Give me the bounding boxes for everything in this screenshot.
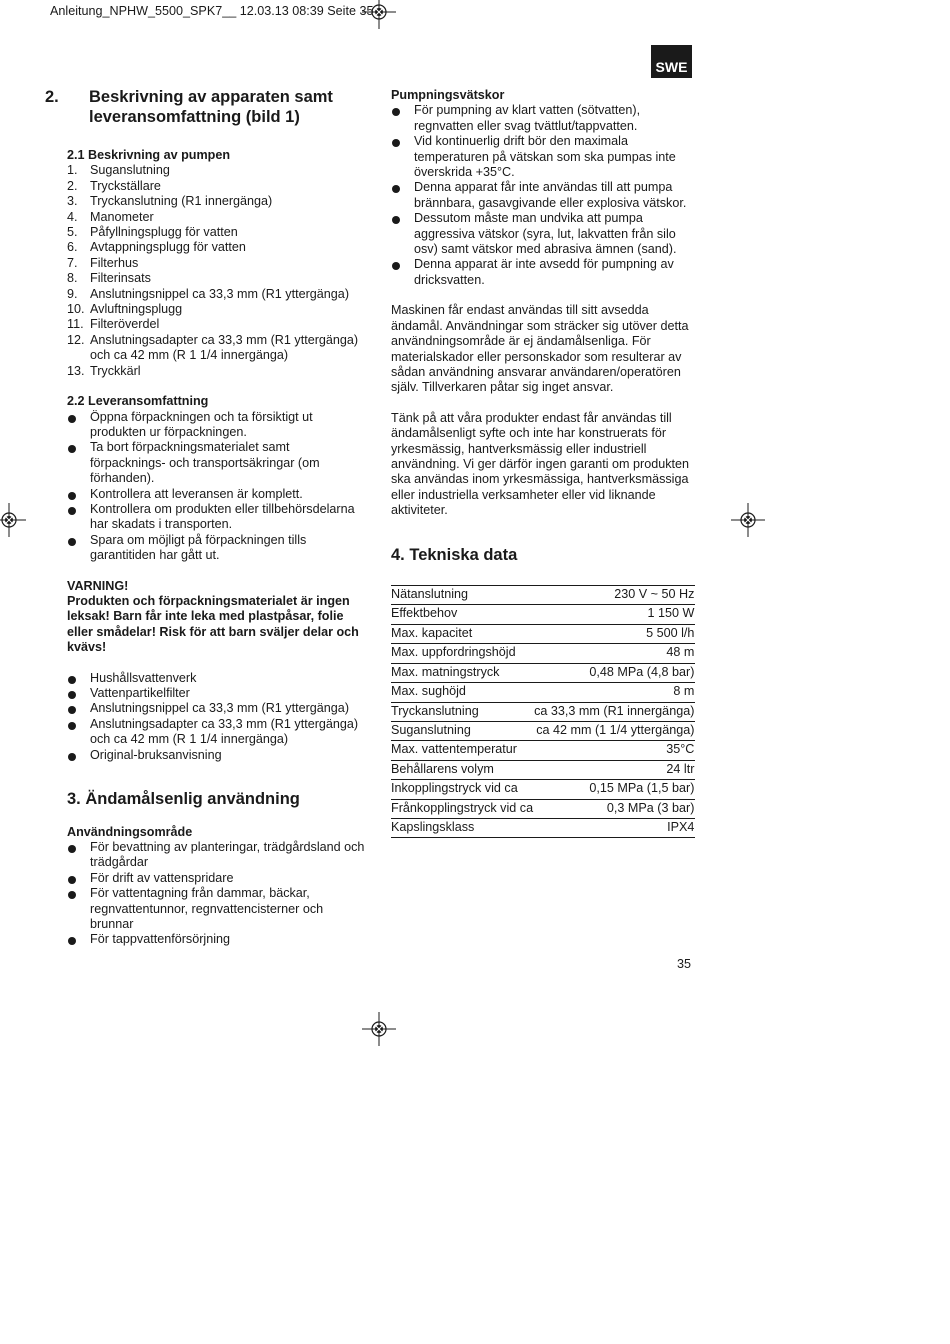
spec-value: IPX4: [534, 818, 695, 837]
part-item: [67, 256, 367, 271]
part-number: 6.: [67, 240, 78, 255]
part-label: Filterinsats: [90, 271, 151, 286]
liquid-item: [391, 211, 691, 257]
spec-label: Max. sughöjd: [391, 683, 534, 702]
spec-label: Nätanslutning: [391, 586, 534, 605]
delivery-step-text: Spara om möjligt på förpackningen tills garantitiden har gått ut.: [90, 532, 307, 563]
bullet-icon: [68, 876, 76, 884]
part-number: 3.: [67, 194, 78, 209]
section-2-title: Beskrivning av apparaten samt leveransomfattning (bild 1): [89, 88, 333, 126]
part-label: Tryckställare: [90, 178, 161, 193]
part-number: 10.: [67, 302, 85, 317]
section-2-number: 2.: [45, 88, 59, 106]
liquid-item: [391, 103, 691, 134]
usage-area-item: [67, 886, 367, 932]
warranty-paragraph: Tänk på att våra produkter endast får användas till ändamålsenligt syfte och inte har konstruerats för yrkesmässig, hantverksmässig eller industriell användning. Vi ger därför ingen garanti om produkten ska användas inom yrkesmässiga, hantverksmässiga eller industriella verksamheter eller vid liknande aktiviteter.: [391, 410, 690, 518]
table-row: [391, 721, 695, 740]
subsection-2-1-title: 2.1 Beskrivning av pumpen: [67, 148, 231, 162]
table-row: [391, 702, 695, 721]
spec-value: 0,48 MPa (4,8 bar): [534, 663, 695, 682]
table-row: [391, 683, 695, 702]
part-item: [67, 364, 367, 379]
contents-item: [67, 717, 367, 748]
spec-value: 5 500 l/h: [534, 624, 695, 643]
warning-text: Produkten och förpackningsmaterialet är ingen leksak! Barn får inte leka med plastpåsar, folie eller smådelar! Risk för att barn sväljer delar och kvävs!: [67, 593, 359, 655]
bullet-icon: [68, 507, 76, 515]
bullet-icon: [68, 891, 76, 899]
bullet-icon: [68, 753, 76, 761]
bullet-icon: [68, 445, 76, 453]
part-label: Manometer: [90, 209, 154, 224]
bullet-icon: [68, 676, 76, 684]
table-row: [391, 586, 695, 605]
right-column: [391, 88, 695, 838]
part-item: [67, 287, 367, 302]
part-label: Avluftningsplugg: [90, 302, 183, 317]
registration-mark-icon: [0, 503, 26, 537]
spec-value: ca 33,3 mm (R1 innergänga): [534, 702, 695, 721]
usage-areas-list: [67, 840, 367, 948]
spec-label: Max. kapacitet: [391, 624, 534, 643]
part-item: [67, 240, 367, 255]
usage-area-item: [67, 871, 367, 886]
section-4-title: 4. Tekniska data: [391, 545, 518, 564]
warning-title: VARNING!: [67, 578, 129, 593]
part-item: [67, 210, 367, 225]
page-number: 35: [677, 957, 692, 971]
intended-use-paragraph: Maskinen får endast användas till sitt avsedda ändamål. Användningar som sträcker sig utöver detta användningsområde är ej ändamålsenliga. För materialskador eller personskador som resulterar av sådan användning ansvarar användaren/operatören själv. Tillverkaren påtar sig inget ansvar.: [391, 303, 689, 395]
usage-area-item-text: För tappvattenförsörjning: [90, 932, 231, 947]
bullet-icon: [392, 185, 400, 193]
part-number: 2.: [67, 178, 78, 193]
delivery-step: [67, 533, 367, 564]
part-number: 11.: [67, 317, 84, 332]
usage-area-item-text: För drift av vattenspridare: [90, 870, 234, 885]
part-number: 1.: [67, 163, 78, 178]
liquid-item: [391, 257, 691, 288]
spec-label: Tryckanslutning: [391, 702, 534, 721]
bullet-icon: [68, 415, 76, 423]
part-number: 8.: [67, 271, 78, 286]
liquids-list: [391, 103, 691, 288]
bullet-icon: [68, 706, 76, 714]
spec-label: Behållarens volym: [391, 760, 534, 779]
subsection-2-2-title: 2.2 Leveransomfattning: [67, 394, 209, 409]
table-row: [391, 760, 695, 779]
usage-area-item-text: För vattentagning från dammar, bäckar, regnvattentunnor, regnvattencisterner och brunnar: [90, 886, 324, 931]
delivery-step: [67, 440, 367, 486]
part-label: Anslutningsadapter ca 33,3 mm (R1 yttergänga) och ca 42 mm (R 1 1/4 innergänga): [90, 332, 359, 363]
part-number: 13.: [67, 363, 85, 378]
bullet-icon: [68, 691, 76, 699]
part-item: [67, 194, 367, 209]
table-row: [391, 780, 695, 799]
table-row: [391, 624, 695, 643]
part-item: [67, 179, 367, 194]
part-label: Suganslutning: [90, 163, 170, 178]
liquids-title: Pumpningsvätskor: [391, 88, 505, 102]
table-row: [391, 663, 695, 682]
liquid-item-text: Dessutom måste man undvika att pumpa aggressiva vätskor (syra, lut, lakvatten från silo osv) samt vätskor med abrasiva ämnen (sand).: [414, 211, 677, 257]
delivery-step: [67, 502, 367, 533]
part-number: 5.: [67, 225, 78, 240]
usage-area-item-text: För bevattning av planteringar, trädgårdsland och trädgårdar: [90, 839, 365, 870]
delivery-step-text: Öppna förpackningen och ta försiktigt ut produkten ur förpackningen.: [90, 409, 313, 439]
usage-area-title: Användningsområde: [67, 824, 193, 839]
spec-value: 8 m: [534, 683, 695, 702]
bullet-icon: [68, 937, 76, 945]
usage-area-item: [67, 840, 367, 871]
part-item: [67, 163, 367, 178]
language-badge: SWE: [651, 45, 692, 78]
spec-value: 24 ltr: [534, 760, 695, 779]
bullet-icon: [392, 108, 400, 116]
delivery-step-text: Kontrollera att leveransen är komplett.: [90, 486, 303, 501]
registration-mark-icon: [362, 0, 396, 29]
contents-item-text: Anslutningsnippel ca 33,3 mm (R1 yttergänga): [90, 701, 350, 716]
registration-mark-icon: [362, 1012, 396, 1046]
spec-value: 48 m: [534, 644, 695, 663]
contents-item-text: Vattenpartikelfilter: [90, 686, 190, 700]
spec-label: Max. uppfordringshöjd: [391, 644, 534, 663]
liquid-item-text: Denna apparat får inte användas till att pumpa brännbara, gasavgivande eller explosiva vätskor.: [414, 180, 687, 210]
spec-label: Kapslingsklass: [391, 818, 534, 837]
contents-item-text: Anslutningsadapter ca 33,3 mm (R1 yttergänga) och ca 42 mm (R 1 1/4 innergänga): [90, 716, 359, 747]
liquid-item: [391, 180, 691, 211]
bullet-icon: [392, 262, 400, 270]
part-item: [67, 333, 367, 364]
part-label: Anslutningsnippel ca 33,3 mm (R1 yttergänga): [90, 286, 350, 301]
spec-value: 0,3 MPa (3 bar): [534, 799, 695, 818]
spec-label: Inkopplingstryck vid ca: [391, 780, 534, 799]
section-2-heading: [45, 88, 367, 127]
bullet-icon: [68, 538, 76, 546]
table-row: [391, 799, 695, 818]
spec-label: Suganslutning: [391, 721, 534, 740]
spec-value: 35°C: [534, 741, 695, 760]
usage-area-item: [67, 932, 367, 947]
print-header: Anleitung_NPHW_5500_SPK7__ 12.03.13 08:39 Seite 35: [50, 4, 374, 18]
liquid-item: [391, 134, 691, 180]
contents-item-text: Hushållsvattenverk: [90, 670, 197, 685]
bullet-icon: [68, 845, 76, 853]
liquid-item-text: Vid kontinuerlig drift bör den maximala temperaturen på vätskan som ska pumpas inte överskrida +35°C.: [414, 134, 676, 180]
part-label: Filteröverdel: [90, 317, 160, 332]
section-3-title: 3. Ändamålsenlig användning: [67, 790, 300, 809]
part-label: Filterhus: [90, 255, 139, 270]
part-item: [67, 302, 367, 317]
delivery-step-text: Ta bort förpackningsmaterialet samt förpacknings- och transportsäkringar (om förhanden).: [90, 440, 320, 486]
contents-list: [67, 671, 367, 763]
table-row: [391, 818, 695, 837]
table-row: [391, 741, 695, 760]
part-label: Tryckkärl: [90, 363, 141, 378]
contents-item: [67, 748, 367, 763]
table-row: [391, 605, 695, 624]
delivery-step: [67, 410, 367, 441]
spec-value: 230 V ~ 50 Hz: [534, 586, 695, 605]
technical-data-table: [391, 585, 695, 838]
left-column: [45, 88, 367, 948]
table-row: [391, 644, 695, 663]
part-label: Avtappningsplugg för vatten: [90, 240, 246, 255]
part-item: [67, 225, 367, 240]
spec-value: ca 42 mm (1 1/4 yttergänga): [534, 721, 695, 740]
delivery-step: [67, 487, 367, 502]
bullet-icon: [68, 492, 76, 500]
registration-mark-icon: [731, 503, 765, 537]
liquid-item-text: Denna apparat är inte avsedd för pumpning av dricksvatten.: [414, 257, 674, 287]
spec-label: Effektbehov: [391, 605, 534, 624]
part-label: Påfyllningsplugg för vatten: [90, 225, 238, 240]
part-label: Tryckanslutning (R1 innergänga): [90, 194, 273, 209]
spec-label: Frånkopplingstryck vid ca: [391, 799, 534, 818]
spec-value: 0,15 MPa (1,5 bar): [534, 780, 695, 799]
parts-list: [67, 163, 367, 379]
spec-label: Max. vattentemperatur: [391, 741, 534, 760]
contents-item: [67, 701, 367, 716]
spec-value: 1 150 W: [534, 605, 695, 624]
bullet-icon: [392, 139, 400, 147]
part-number: 4.: [67, 209, 78, 224]
part-item: [67, 271, 367, 286]
part-number: 12.: [67, 332, 85, 347]
bullet-icon: [68, 722, 76, 730]
contents-item: [67, 671, 367, 686]
bullet-icon: [392, 216, 400, 224]
contents-item-text: Original-bruksanvisning: [90, 747, 222, 762]
spec-label: Max. matningstryck: [391, 663, 534, 682]
contents-item: [67, 686, 367, 701]
delivery-step-text: Kontrollera om produkten eller tillbehörsdelarna har skadats i transporten.: [90, 501, 355, 532]
part-number: 9.: [67, 286, 78, 301]
liquid-item-text: För pumpning av klart vatten (sötvatten), regnvatten eller svag tvättlut/tappvatten.: [414, 103, 641, 133]
delivery-steps-list: [67, 410, 367, 564]
part-number: 7.: [67, 255, 78, 270]
part-item: [67, 317, 367, 332]
